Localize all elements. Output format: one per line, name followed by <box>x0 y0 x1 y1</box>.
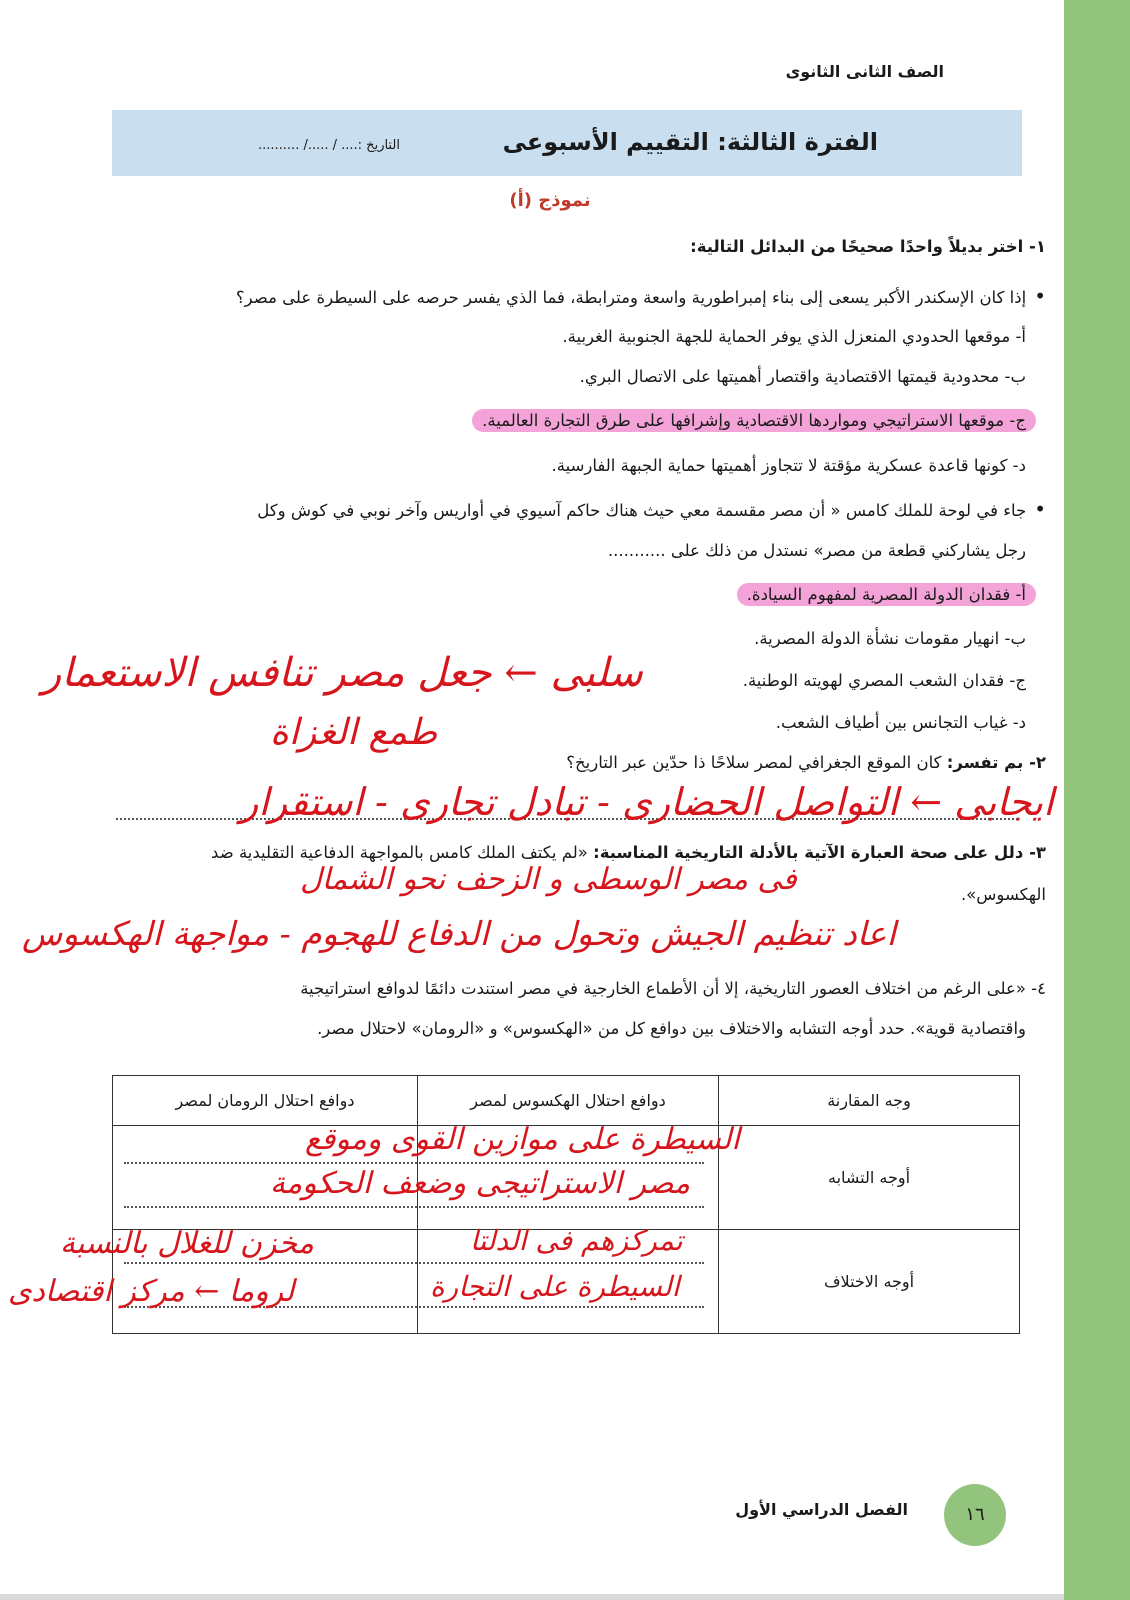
answer-dotted-line <box>124 1162 704 1164</box>
q1-item1-option-c <box>472 410 1036 432</box>
semester-label: الفصل الدراسي الأول <box>735 1500 908 1519</box>
q1-item2-option-c: ج- فقدان الشعب المصري لهويته الوطنية. <box>742 671 1026 690</box>
highlighted-answer: أ- فقدان الدولة المصرية لمفهوم السيادة. <box>737 583 1036 606</box>
table-header-hyksos: دوافع احتلال الهكسوس لمصر <box>417 1076 718 1126</box>
q1-item1-question-text: إذا كان الإسكندر الأكبر يسعى إلى بناء إمبراطورية واسعة ومترابطة، فما الذي يفسر حرصه على السيطرة على مصر؟ <box>235 288 1027 307</box>
table-header-row <box>113 1076 1020 1126</box>
q1-item2-option-a <box>737 584 1036 606</box>
handwritten-answer-q2-note: طمع الغزاة <box>270 712 438 753</box>
handwritten-differences-romans-line1: مخزن للغلال بالنسبة <box>60 1226 314 1261</box>
header-banner <box>112 110 1022 176</box>
handwritten-answer-q3-line1: فى مصر الوسطى و الزحف نحو الشمال <box>300 862 797 897</box>
handwritten-differences-hyksos-line2: السيطرة على التجارة <box>430 1270 680 1303</box>
date-field: التاريخ :.... / ...../ .......... <box>258 138 400 153</box>
q1-item2-question-line1 <box>257 498 1046 522</box>
page-title: الفترة الثالثة: التقييم الأسبوعى <box>502 128 878 156</box>
q1-heading: ١- اختر بديلاً واحدًا صحيحًا من البدائل التالية: <box>690 237 1046 256</box>
page-number: ١٦ <box>944 1484 1006 1546</box>
q2-text: كان الموقع الجغرافي لمصر سلاحًا ذا حدّين عبر التاريخ؟ <box>566 753 942 772</box>
q1-item2-option-b: ب- انهيار مقومات نشأة الدولة المصرية. <box>754 629 1026 648</box>
answer-dotted-line <box>124 1262 704 1264</box>
q3-line1 <box>211 842 1046 864</box>
table-row-label-differences: أوجه الاختلاف <box>719 1230 1020 1334</box>
model-label: نموذج (أ) <box>509 190 591 211</box>
q1-item2-question-text: جاء في لوحة للملك كامس « أن مصر مقسمة معي حيث هناك حاكم آسيوي في أواريس وآخر نوبي في كوش وكل <box>257 501 1027 520</box>
q2-line <box>566 752 1046 774</box>
bullet-icon: • <box>1034 284 1046 308</box>
table-header-aspect: وجه المقارنة <box>719 1076 1020 1126</box>
q4-line1: ٤- «على الرغم من اختلاف العصور التاريخية، إلا أن الأطماع الخارجية في مصر استندت دائمًا لدوافع استراتيجية <box>300 979 1046 998</box>
q3-text: «لم يكتف الملك كامس بالمواجهة الدفاعية التقليدية ضد <box>211 843 588 862</box>
highlighted-answer: ج- موقعها الاستراتيجي ومواردها الاقتصادية وإشرافها على طرق التجارة العالمية. <box>472 409 1036 432</box>
handwritten-similarities-line1: السيطرة على موازين القوى وموقع <box>305 1122 740 1157</box>
bottom-band <box>0 1594 1064 1600</box>
q1-item1-option-a: أ- موقعها الحدودي المنعزل الذي يوفر الحماية للجهة الجنوبية الغربية. <box>562 327 1026 346</box>
q2-label: ٢- بم تفسر: <box>946 753 1046 772</box>
answer-dotted-line <box>124 1206 704 1208</box>
handwritten-differences-romans-line2: لروما ← مركز اقتصادى <box>8 1274 295 1309</box>
q1-item2-option-d: د- غياب التجانس بين أطياف الشعب. <box>775 713 1026 732</box>
table-row-label-similarities: أوجه التشابه <box>719 1126 1020 1230</box>
grade-label: الصف الثانى الثانوى <box>785 62 944 81</box>
handwritten-answer-q3-line2: اعاد تنظيم الجيش وتحول من الدفاع للهجوم - مواجهة الهكسوس <box>22 914 896 953</box>
q1-item1-option-b: ب- محدودية قيمتها الاقتصادية واقتصار أهميتها على الاتصال البري. <box>579 367 1026 386</box>
q1-item1-option-d: د- كونها قاعدة عسكرية مؤقتة لا تتجاوز أهميتها حماية الجبهة الفارسية. <box>551 456 1026 475</box>
handwritten-answer-q2-positive: ايجابى ← التواصل الحضارى - تبادل تجارى - استقرار <box>240 780 1054 824</box>
q3-label: ٣- دلل على صحة العبارة الآتية بالأدلة التاريخية المناسبة: <box>593 843 1046 862</box>
handwritten-answer-q2-negative: سلبى ← جعل مصر تنافس الاستعمار <box>42 650 643 696</box>
bullet-icon: • <box>1034 497 1046 521</box>
handwritten-similarities-line2: مصر الاستراتيجى وضعف الحكومة <box>270 1166 691 1201</box>
q3-line2: الهكسوس». <box>960 885 1046 904</box>
handwritten-differences-hyksos-line1: تمركزهم فى الدلتا <box>470 1224 683 1257</box>
q1-item1-question <box>236 285 1046 309</box>
side-color-strip <box>1064 0 1130 1600</box>
q4-line2: واقتصادية قوية». حدد أوجه التشابه والاختلاف بين دوافع كل من «الهكسوس» و «الرومان» لاحتلال مصر. <box>317 1019 1026 1038</box>
q1-item2-question-line2: رجل يشاركني قطعة من مصر» نستدل من ذلك على ........... <box>607 541 1026 560</box>
table-header-romans: دوافع احتلال الرومان لمصر <box>113 1076 418 1126</box>
